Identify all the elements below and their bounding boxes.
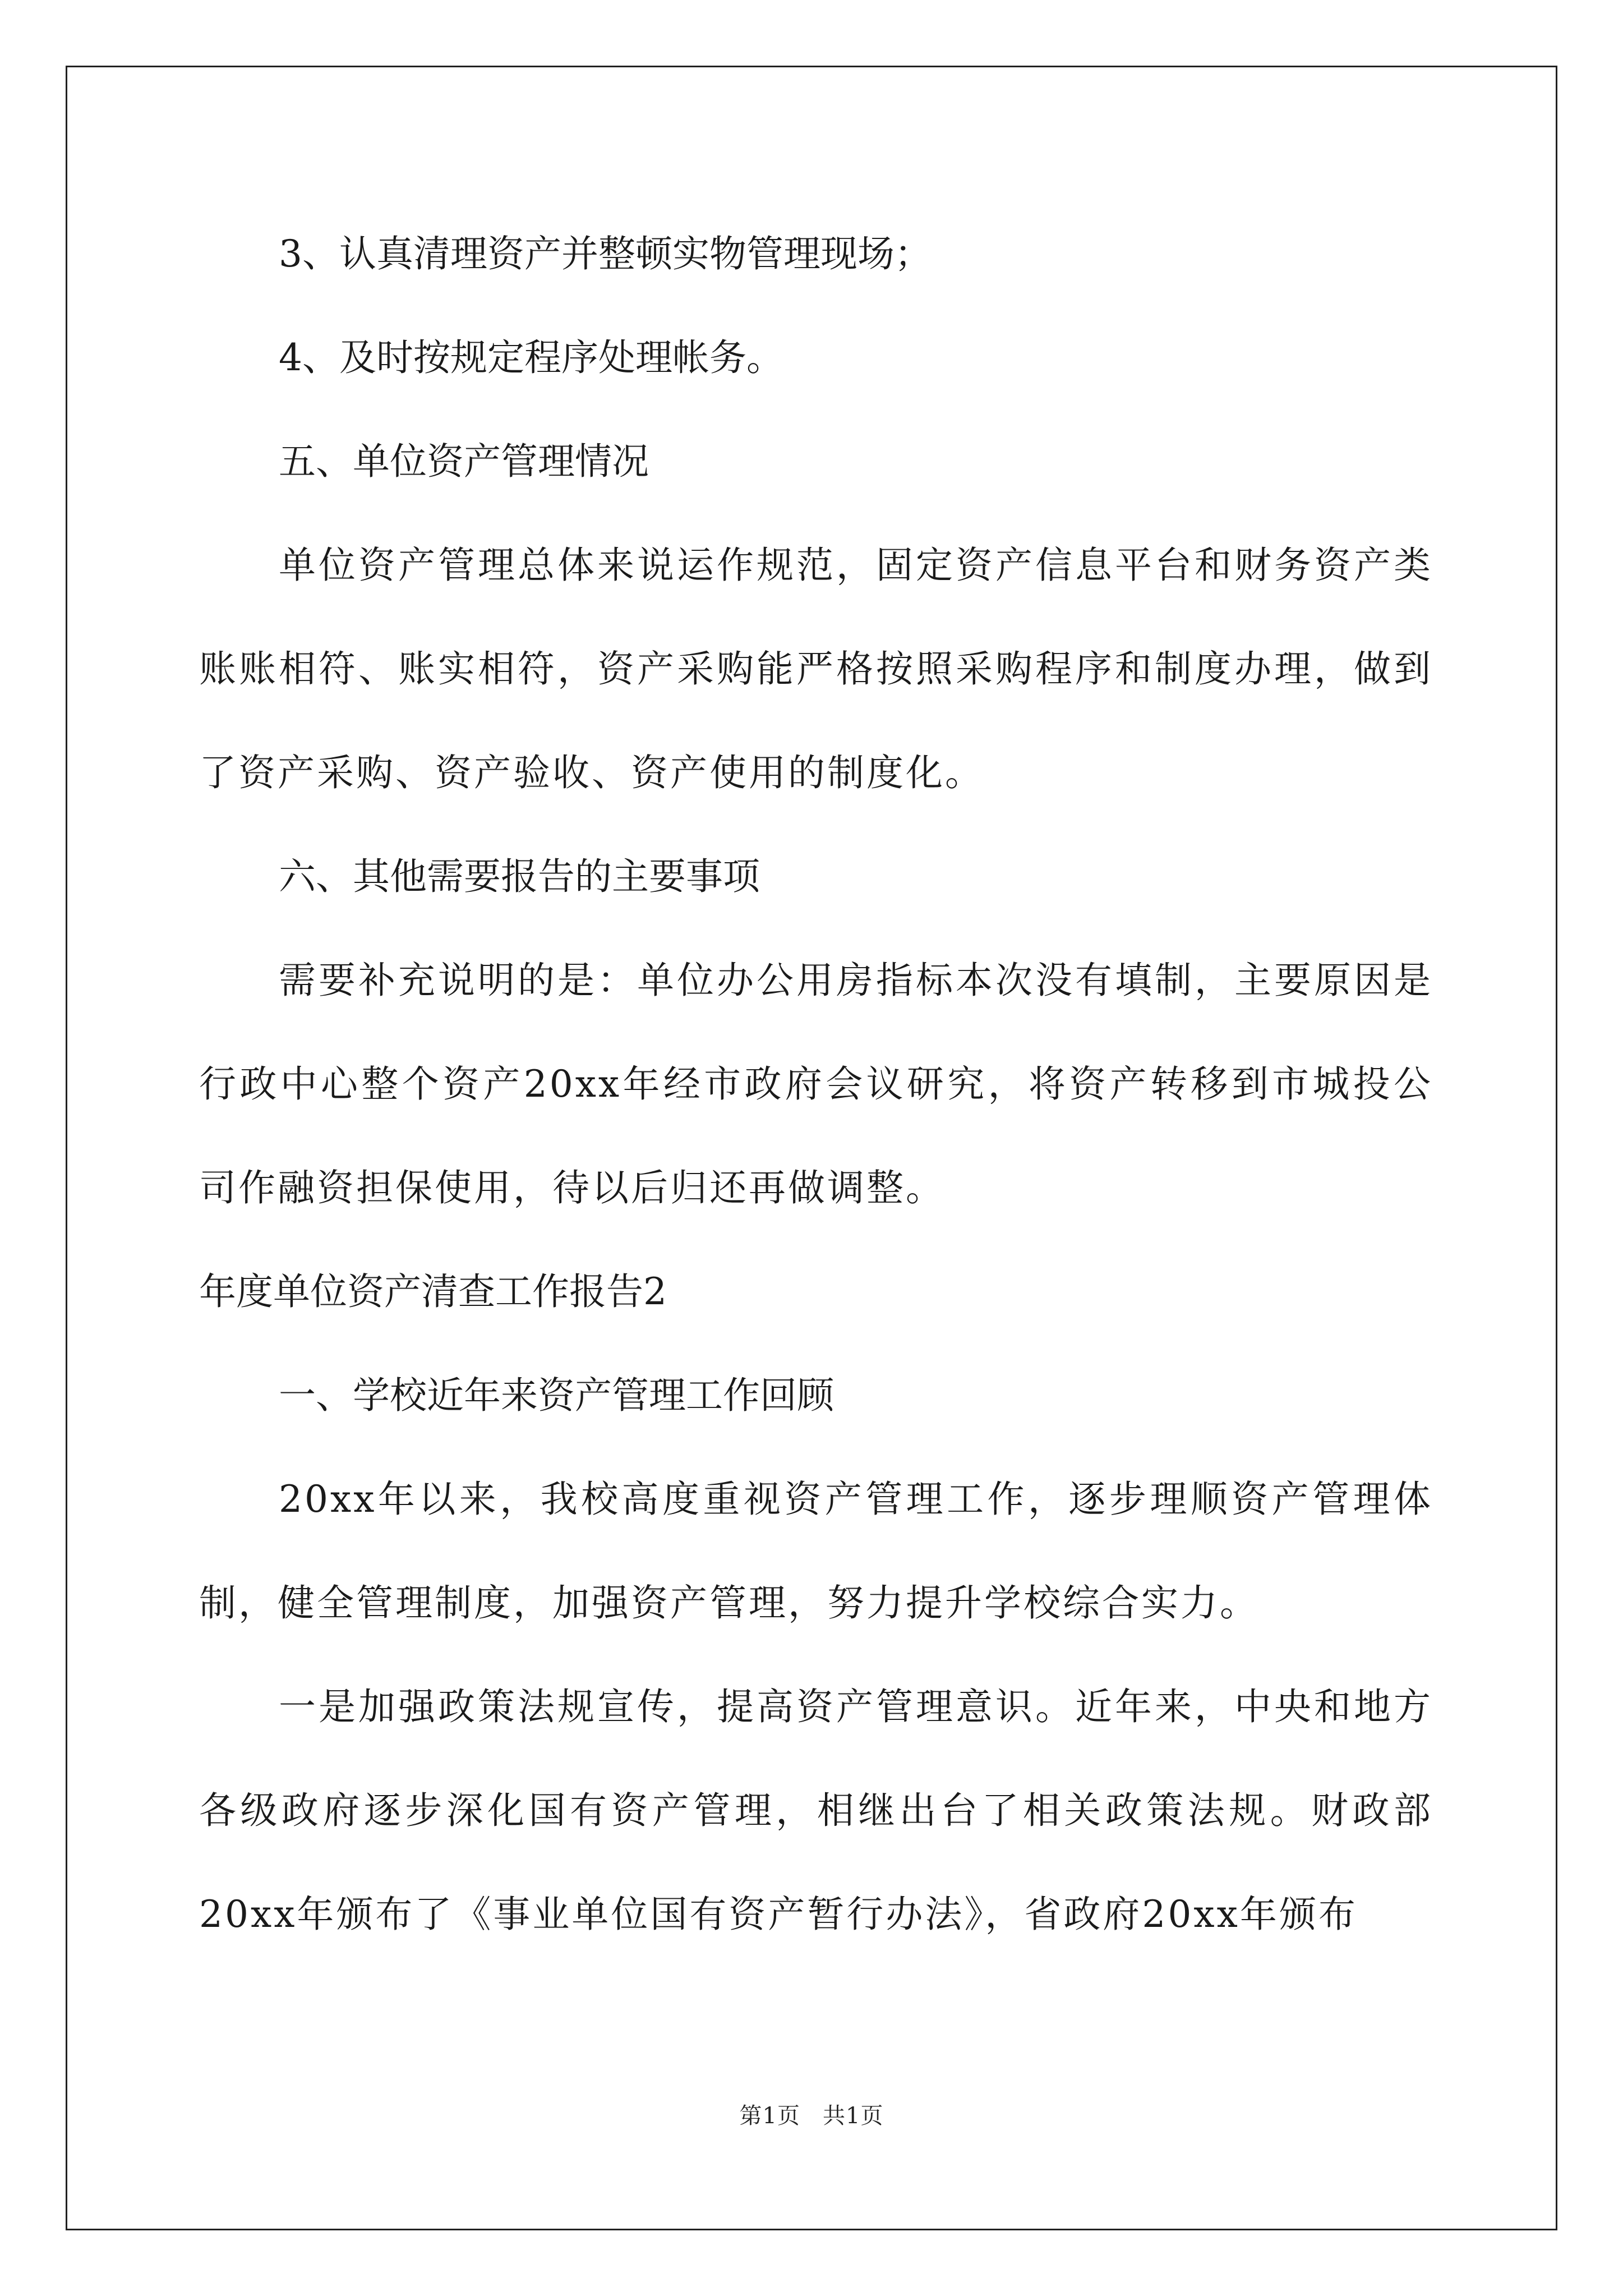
paragraph-asset-management: 单位资产管理总体来说运作规范，固定资产信息平台和财务资产类账账相符、账实相符，资产采购能严格按照采购程序和制度办理，做到了资产采购、资产验收、资产使用的制度化。 (199, 544, 1433, 794)
section-heading-1: 一、学校近年来资产管理工作回顾 (279, 1374, 834, 1417)
paragraph-review: 20xx年以来，我校高度重视资产管理工作，逐步理顺资产管理体制，健全管理制度，加强资产管理，努力提升学校综合实力。 (199, 1478, 1433, 1625)
page-total: 共1页 (823, 2103, 884, 2129)
paragraph-item-3: 3、认真清理资产并整顿实物管理现场； (279, 232, 932, 275)
paragraph-policy: 一是加强政策法规宣传，提高资产管理意识。近年来，中央和地方各级政府逐步深化国有资产管理，相继出台了相关政策法规。财政部20xx年颁布了《事业单位国有资产暂行办法》，省政府20xx年颁布 (199, 1685, 1433, 1936)
page-footer (0, 2098, 1623, 2130)
page-number: 第1页 (739, 2103, 800, 2129)
section-heading-6: 六、其他需要报告的主要事项 (279, 855, 760, 898)
document-body (199, 202, 1433, 1966)
report-title-2: 年度单位资产清查工作报告2 (199, 1270, 667, 1313)
paragraph-item-4: 4、及时按规定程序处理帐务。 (279, 336, 783, 379)
paragraph-supplement: 需要补充说明的是：单位办公用房指标本次没有填制，主要原因是行政中心整个资产20xx年经市政府会议研究，将资产转移到市城投公司作融资担保使用，待以后归还再做调整。 (199, 959, 1433, 1209)
section-heading-5: 五、单位资产管理情况 (279, 440, 649, 483)
